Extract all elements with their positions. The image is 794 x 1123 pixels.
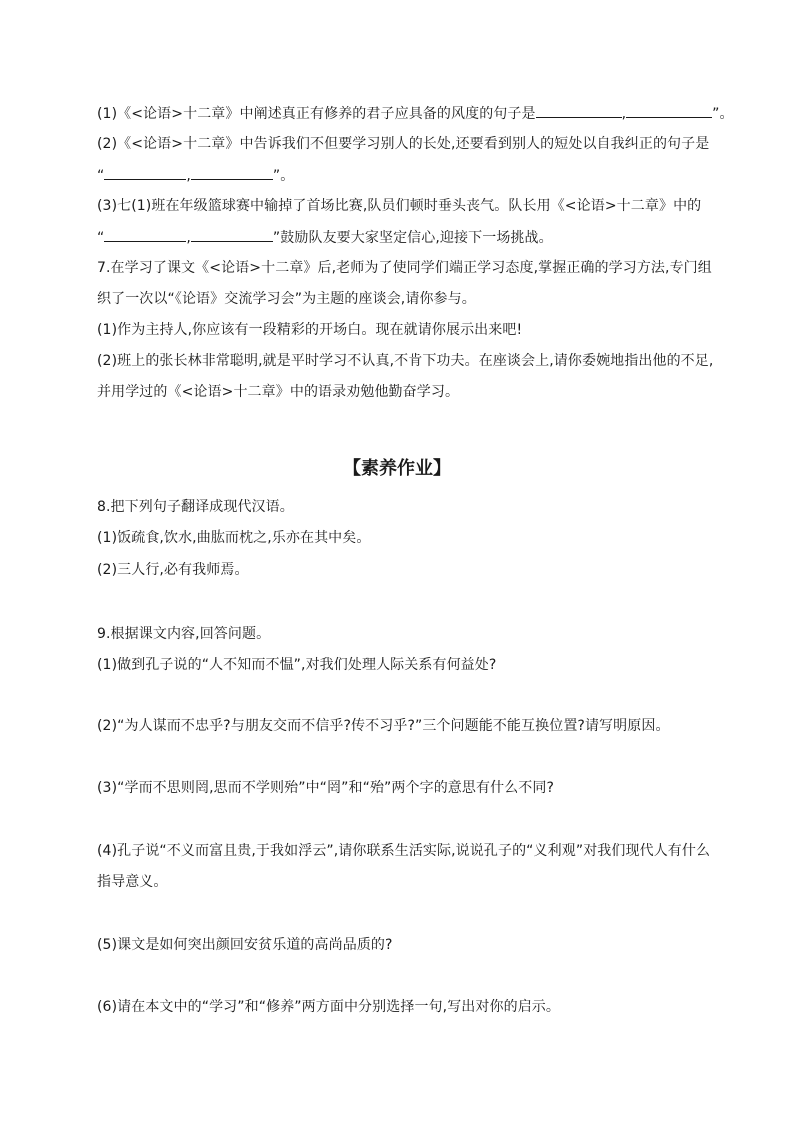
comma: , xyxy=(186,230,191,246)
q9-sub4-line2: 指导意义。 xyxy=(97,874,168,890)
q9-title: 9.根据课文内容,回答问题。 xyxy=(97,626,271,642)
comma: , xyxy=(186,168,191,184)
q6-sub1-end: ”。 xyxy=(712,106,734,122)
q7-sub1: (1)作为主持人,你应该有一段精彩的开场白。现在就请你展示出来吧! xyxy=(97,322,523,338)
q6-sub1-text: (1)《<论语>十二章》中阐述真正有修养的君子应具备的风度的句子是 xyxy=(97,106,536,122)
q9-sub2: (2)“为人谋而不忠乎?与朋友交而不信乎?传不习乎?”三个问题能不能互换位置?请写明原因。 xyxy=(97,718,670,734)
q7-sub2-line1: (2)班上的张长林非常聪明,就是平时学习不认真,不肯下功夫。在座谈会上,请你委婉地指出他的不足, xyxy=(97,353,714,369)
q6-sub1-comma: , xyxy=(621,106,627,122)
q6-sub2-line2 xyxy=(97,165,294,186)
q9-sub3: (3)“学而不思则罔,思而不学则殆”中“罔”和“殆”两个字的意思有什么不同? xyxy=(97,780,555,796)
fill-blank[interactable] xyxy=(191,165,273,180)
q9-sub6: (6)请在本文中的“学习”和“修养”两方面中分别选择一句,写出对你的启示。 xyxy=(97,999,560,1015)
q7-line1: 7.在学习了课文《<论语>十二章》后,老师为了使同学们端正学习态度,掌握正确的学习方法,专门组 xyxy=(97,260,712,276)
fill-blank[interactable] xyxy=(104,227,186,242)
q6-sub3-end: ”鼓励队友要大家坚定信心,迎接下一场挑战。 xyxy=(272,230,553,246)
q8-sub1: (1)饭疏食,饮水,曲肱而枕之,乐亦在其中矣。 xyxy=(97,530,371,546)
q9-sub5: (5)课文是如何突出颜回安贫乐道的高尚品质的? xyxy=(97,937,393,953)
fill-blank[interactable] xyxy=(104,165,186,180)
q8-title: 8.把下列句子翻译成现代汉语。 xyxy=(97,499,294,515)
q7-line2: 织了一次以“《论语》交流学习会”为主题的座谈会,请你参与。 xyxy=(97,291,476,307)
q9-sub4-line1: (4)孔子说“不义而富且贵,于我如浮云”,请你联系生活实际,说说孔子的“义利观”对我们现代人有什么 xyxy=(97,843,711,859)
fill-blank[interactable] xyxy=(191,227,273,242)
fill-blank[interactable] xyxy=(536,103,622,118)
fill-blank[interactable] xyxy=(626,103,712,118)
section-title: 【素养作业】 xyxy=(343,458,451,479)
q6-sub3-line2 xyxy=(97,227,553,248)
q6-sub2-line1: (2)《<论语>十二章》中告诉我们不但要学习别人的长处,还要看到别人的短处以自我纠正的句子是 xyxy=(97,136,710,152)
q7-sub2-line2: 并用学过的《<论语>十二章》中的语录劝勉他勤奋学习。 xyxy=(97,384,460,400)
q8-sub2: (2)三人行,必有我师焉。 xyxy=(97,562,249,578)
open-quote: “ xyxy=(97,168,105,184)
open-quote: “ xyxy=(97,230,105,246)
q9-sub1: (1)做到孔子说的“人不知而不愠”,对我们处理人际关系有何益处? xyxy=(97,657,497,673)
q6-sub3-line1: (3)七(1)班在年级篮球赛中输掉了首场比赛,队员们顿时垂头丧气。队长用《<论语>十二章》中的 xyxy=(97,198,702,214)
q6-sub1 xyxy=(97,103,734,124)
close-quote: ”。 xyxy=(272,168,295,184)
